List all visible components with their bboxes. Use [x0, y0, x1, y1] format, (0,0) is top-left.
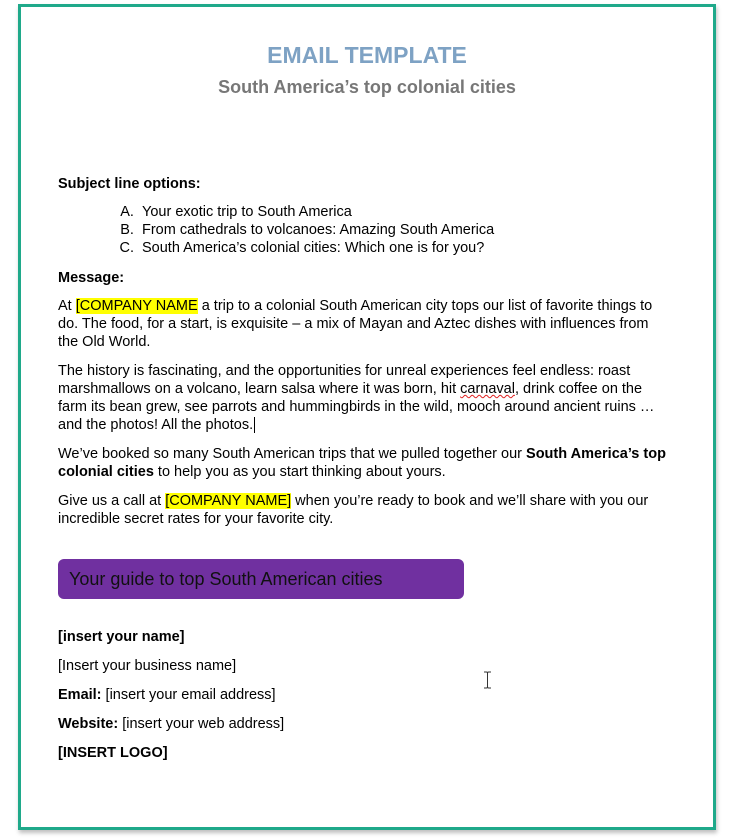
- subject-option-a: A. Your exotic trip to South America: [138, 203, 668, 221]
- subject-option-c: C. South America’s colonial cities: Which one is for you?: [138, 239, 668, 257]
- company-name-highlight: [COMPANY NAME: [75, 298, 198, 314]
- p2-text-before: The history is fascinating, and the opportunities for unreal experiences feel endless: roast marshmallows on a volcano, learn salsa where it was born, hit: [58, 363, 631, 397]
- signature-website: [58, 715, 284, 733]
- email-value: [insert your email address]: [101, 687, 276, 703]
- p1-text-before: At: [58, 298, 76, 314]
- message-paragraph-3: [58, 445, 668, 481]
- message-paragraph-1: [58, 297, 668, 351]
- misspelled-word[interactable]: carnaval: [460, 381, 515, 397]
- document-page: [18, 4, 716, 830]
- p3-text-before: We’ve booked so many South American trips that we pulled together our: [58, 446, 527, 462]
- p4-text-after: when you’re ready to book and we’ll share with you our incredible secret rates for your favorite city.: [58, 493, 649, 527]
- page-subtitle: South America’s top colonial cities: [218, 77, 516, 97]
- subject-options-list: [58, 203, 668, 257]
- message-paragraph-4: [58, 492, 668, 528]
- signature-business: [Insert your business name]: [58, 658, 237, 674]
- signature-logo-placeholder: [INSERT LOGO]: [58, 745, 168, 761]
- guide-banner-button[interactable]: Your guide to top South American cities: [58, 559, 464, 599]
- signature-block: [58, 628, 284, 773]
- signature-email: [58, 686, 284, 704]
- page-title: EMAIL TEMPLATE: [267, 42, 467, 68]
- p2-text-after: , drink coffee on the farm its bean grew, see parrots and hummingbirds in the wild, mooch around ancient ruins … and the photos! All the photos.: [58, 381, 655, 433]
- p3-text-after: to help you as you start thinking about yours.: [153, 464, 446, 480]
- message-label: Message:: [58, 270, 125, 286]
- message-paragraph-2: [58, 362, 668, 434]
- signature-name: [insert your name]: [58, 629, 185, 645]
- website-label: Website:: [58, 716, 119, 732]
- document-body[interactable]: [58, 175, 668, 539]
- subject-option-b: B. From cathedrals to volcanoes: Amazing South America: [138, 221, 668, 239]
- text-cursor-icon: [483, 671, 492, 689]
- guide-title-bold: South America’s top colonial cities: [58, 446, 666, 480]
- company-name-highlight: [COMPANY NAME]: [165, 493, 292, 509]
- website-value: [insert your web address]: [118, 716, 285, 732]
- email-label: Email:: [58, 687, 102, 703]
- subject-label: Subject line options:: [58, 176, 201, 192]
- p1-text-after: a trip to a colonial South American city tops our list of favorite things to do. The food, for a start, is exquisite – a mix of Mayan and Aztec dishes with influences from the Old World.: [58, 298, 653, 350]
- p4-text-before: Give us a call at: [58, 493, 166, 509]
